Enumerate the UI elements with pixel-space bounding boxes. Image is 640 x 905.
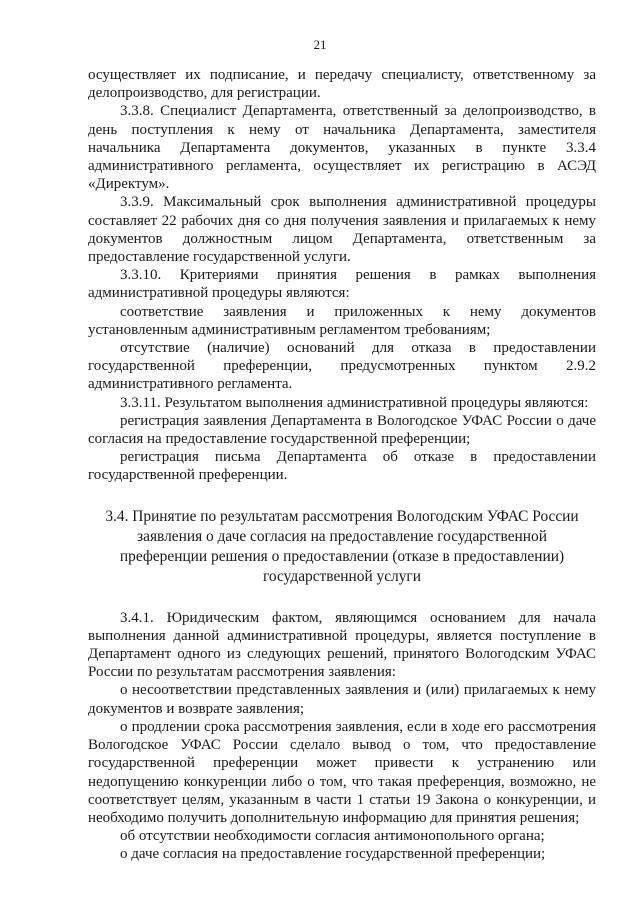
document-body: [88, 66, 596, 864]
paragraph: регистрация письма Департамента об отказе в предоставлении государственной преференции.: [88, 449, 596, 484]
paragraph: об отсутствии необходимости согласия антимонопольного органа;: [120, 828, 545, 845]
page-number: 21: [313, 37, 327, 52]
paragraph: о даче согласия на предоставление государственной преференции;: [120, 846, 546, 863]
paragraph: 3.3.8. Специалист Департамента, ответственный за делопроизводство, в день поступления к нему от начальника Департамента, заместителя начальника Департамента документов, указанных в пункте 3.3.4 административного регламента, осуществляет их регистрацию в АСЭД «Директум».: [88, 103, 596, 193]
paragraph: 3.3.11. Результатом выполнения административной процедуры являются:: [120, 394, 589, 411]
paragraph: соответствие заявления и приложенных к нему документов установленным административным регламентом требованиям;: [88, 303, 596, 338]
paragraph: 3.4.1. Юридическим фактом, являющимся основанием для начала выполнения данной административной процедуры, является поступление в Департамент одного из следующих решений, принятого Вологодским УФАС России по результатам рассмотрения заявления:: [88, 609, 596, 681]
paragraph: осуществляет их подписание, и передачу специалисту, ответственному за делопроизводство, для регистрации.: [88, 67, 596, 102]
paragraph: отсутствие (наличие) оснований для отказа в предоставлении государственной преференции, предусмотренных пунктом 2.9.2 административного регламента.: [88, 340, 596, 393]
paragraph: о несоответствии представленных заявления и (или) прилагаемых к нему документов и возврате заявления;: [88, 682, 596, 717]
section-heading: 3.4. Принятие по результатам рассмотрения Вологодским УФАС России заявления о даче согласия на предоставление государственной преференции решения о предоставлении (отказе в предоставлении) государственной услуги: [105, 507, 579, 585]
paragraph: 3.3.10. Критериями принятия решения в рамках выполнения административной процедуры являются:: [88, 267, 596, 302]
paragraph: о продлении срока рассмотрения заявления, если в ходе его рассмотрения Вологодское УФАС России сделало вывод о том, что предоставление государственной преференции может привести к устранению или недопущению конкуренции либо о том, что такая преференция, возможно, не соответствует целям, указанным в части 1 статьи 19 Закона о конкуренции, и необходимо получить дополнительную информацию для принятия решения;: [88, 718, 596, 826]
paragraph: 3.3.9. Максимальный срок выполнения административной процедуры составляет 22 рабочих дня со дня получения заявления и прилагаемых к нему документов должностным лицом Департамента, ответственным за предоставление государственной услуги.: [88, 194, 596, 266]
paragraph: регистрация заявления Департамента в Вологодское УФАС России о даче согласия на предоставление государственной преференции;: [88, 412, 596, 448]
